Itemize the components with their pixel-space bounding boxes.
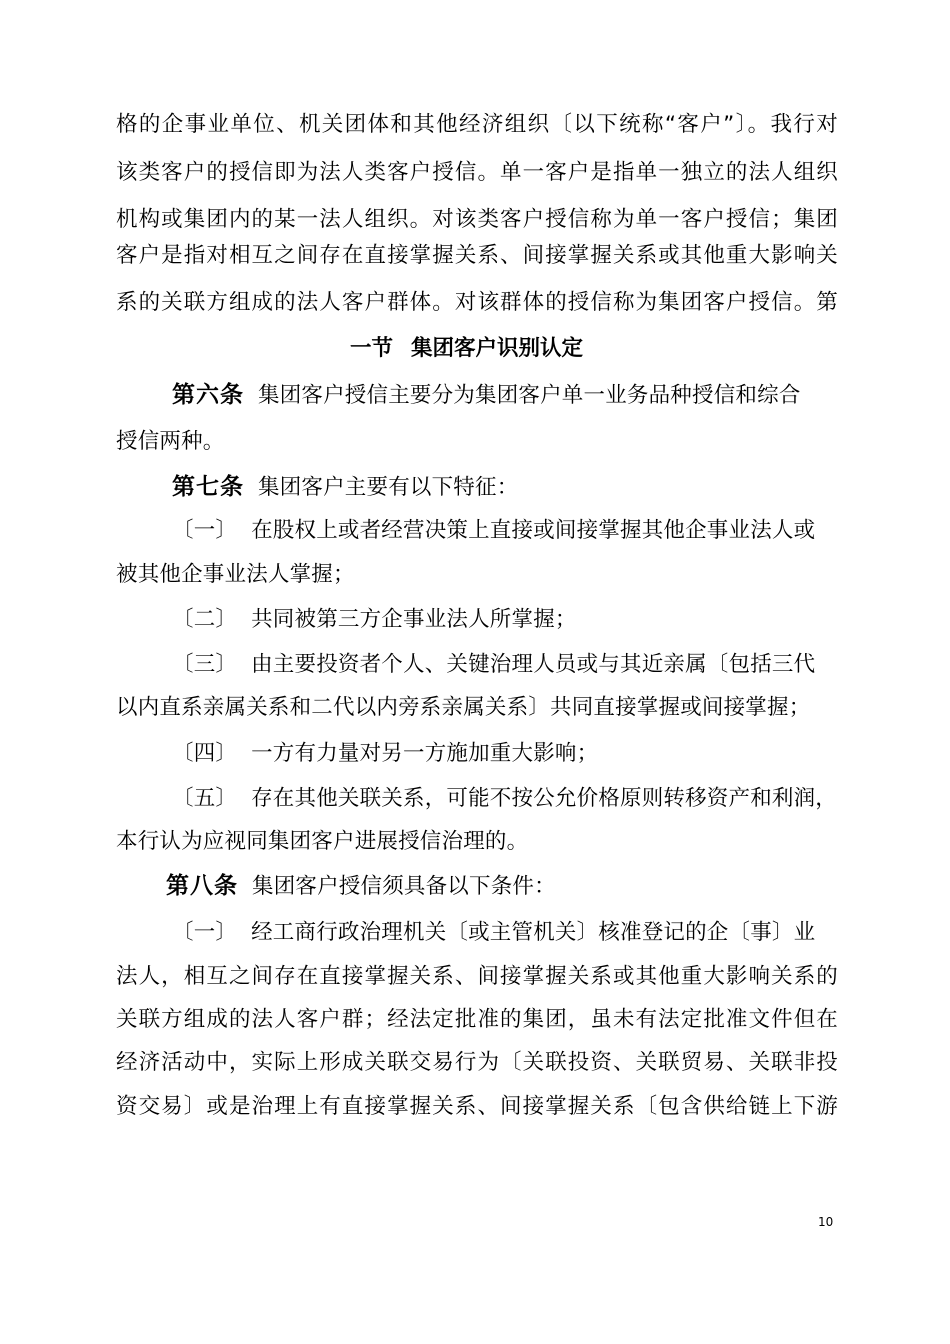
- article-8-intro: 集团客户授信须具备以下条件：: [252, 874, 556, 899]
- item-text: 经工商行政治理机关〔或主管机关〕核准登记的企〔事〕业: [251, 920, 816, 945]
- body-text-line: 格的企事业单位、机关团体和其他经济组织〔以下统称“客户”〕。我行对: [116, 112, 838, 137]
- section-number: 一节: [350, 336, 394, 361]
- section-title: 集团客户识别认定: [411, 336, 584, 361]
- item-number: 〔三〕: [172, 652, 238, 677]
- article-6-line-1: [172, 380, 838, 411]
- item-text: 共同被第三方企事业法人所掌握；: [251, 607, 577, 632]
- list-item: [172, 739, 838, 769]
- list-item: [172, 650, 838, 680]
- body-text-line: 法人，相互之间存在直接掌握关系、间接掌握关系或其他重大影响关系的: [116, 964, 838, 989]
- item-text: 存在其他关联关系，可能不按公允价格原则转移资产和利润，: [251, 786, 838, 811]
- item-number: 〔四〕: [172, 741, 238, 766]
- list-item: [172, 516, 838, 546]
- body-text-line: 系的关联方组成的法人客户群体。对该群体的授信称为集团客户授信。第: [116, 290, 838, 315]
- article-8-line: [166, 871, 838, 902]
- body-text-line: 客户是指对相互之间存在直接掌握关系、间接掌握关系或其他重大影响关: [116, 243, 838, 268]
- section-heading: [350, 334, 583, 364]
- article-7-intro: 集团客户主要有以下特征：: [258, 475, 519, 500]
- article-7-line: [172, 472, 838, 503]
- item-number: 〔一〕: [172, 920, 238, 945]
- item-number: 〔五〕: [172, 786, 238, 811]
- item-number: 〔二〕: [172, 607, 238, 632]
- list-item-continuation: 本行认为应视同集团客户进展授信治理的。: [116, 829, 529, 854]
- body-text-line: 该类客户的授信即为法人类客户授信。单一客户是指单一独立的法人组织: [116, 160, 838, 185]
- list-item: [172, 918, 838, 948]
- list-item: [172, 605, 838, 635]
- body-text-line: 机构或集团内的某一法人组织。对该类客户授信称为单一客户授信；集团: [116, 207, 838, 232]
- item-text: 在股权上或者经营决策上直接或间接掌握其他企事业法人或: [251, 518, 816, 543]
- item-number: 〔一〕: [172, 518, 238, 543]
- body-text-line: 资交易〕或是治理上有直接掌握关系、间接掌握关系〔包含供给链上下游: [116, 1094, 838, 1119]
- article-8-label: 第八条: [166, 873, 238, 899]
- article-6-line-2: 授信两种。: [116, 429, 225, 454]
- article-6-text: 集团客户授信主要分为集团客户单一业务品种授信和综合: [258, 383, 801, 408]
- list-item-continuation: 以内直系亲属关系和二代以内旁系亲属关系〕共同直接掌握或间接掌握；: [116, 695, 811, 720]
- body-text-line: 经济活动中，实际上形成关联交易行为〔关联投资、关联贸易、关联非投: [116, 1050, 838, 1075]
- list-item-continuation: 被其他企事业法人掌握；: [116, 562, 355, 587]
- item-text: 一方有力量对另一方施加重大影响；: [251, 741, 599, 766]
- item-text: 由主要投资者个人、关键治理人员或与其近亲属〔包括三代: [251, 652, 816, 677]
- article-7-label: 第七条: [172, 474, 244, 500]
- article-6-label: 第六条: [172, 382, 244, 408]
- list-item: [172, 784, 838, 814]
- page-number: 10: [818, 1215, 834, 1229]
- body-text-line: 关联方组成的法人客户群；经法定批准的集团，虽未有法定批准文件但在: [116, 1007, 838, 1032]
